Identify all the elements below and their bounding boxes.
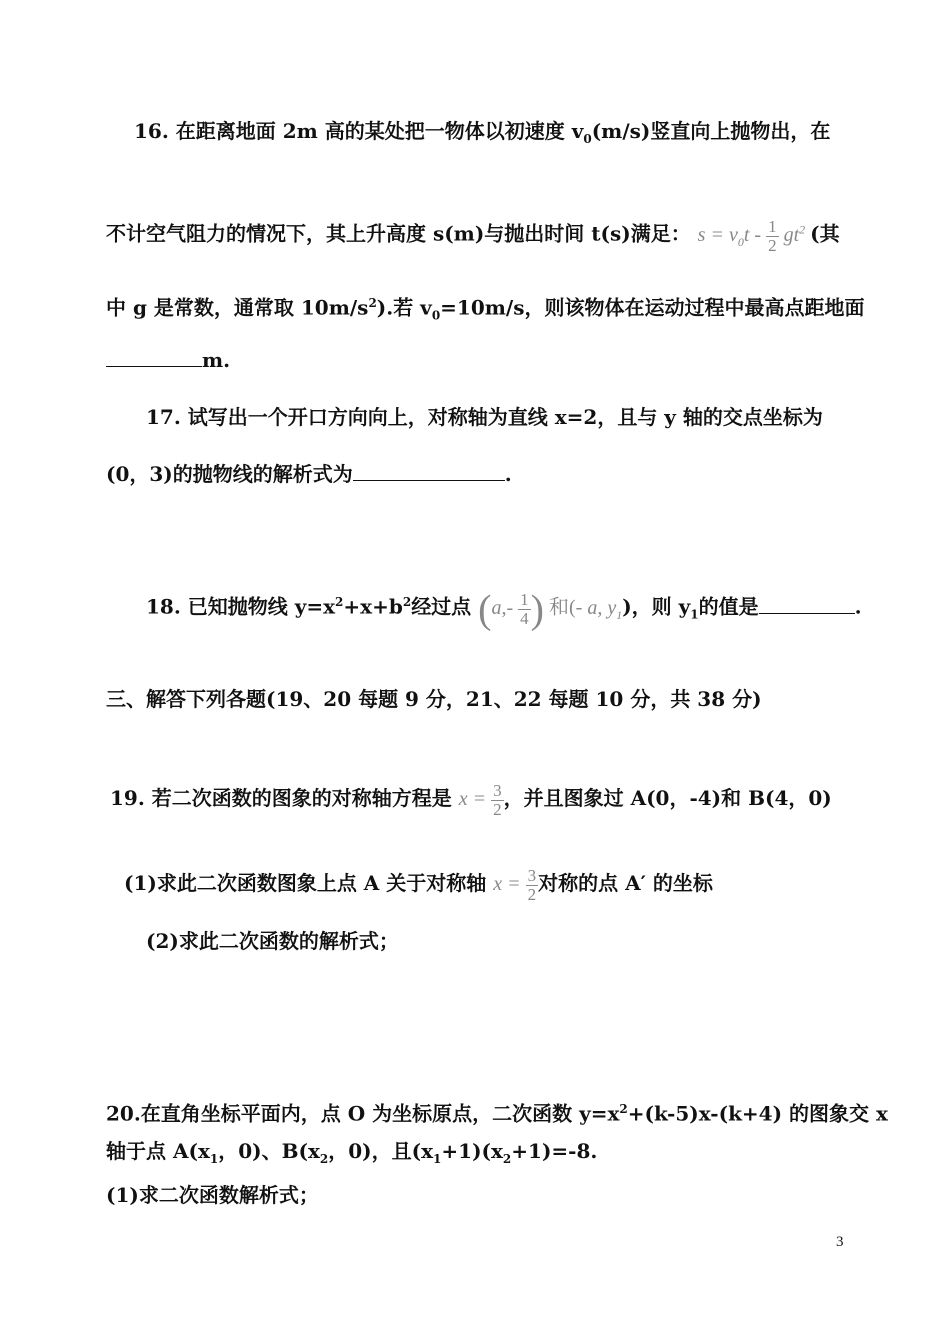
q18-line: 18. 已知抛物线 $y=x^2+x+b^2$经过点 (a,- $\frac{1}{4}$ ) 和(- a, $y_1$)，则 $y_1$的值是 .	[146, 586, 862, 632]
q20-part-1: (1)求二次函数解析式；	[106, 1183, 319, 1207]
q18-point-2: a, $y_1$	[587, 596, 623, 622]
section-3-heading: 三、解答下列各题(19、20 每题 9 分，21、22 每题 10 分，共 38 分)	[106, 687, 762, 711]
q16-line-3: 中 g 是常数，通常取 $10m/s^2$).若 $v_0=10m/s$，则该物体在运动过程中最高点距地面	[106, 295, 865, 323]
q18-fraction: $\frac{1}{4}$	[520, 589, 529, 628]
q16-line-1: 16. 在距离地面 2m 高的某处把一物体以初速度 $v_0(m/s)$竖直向上抛物出，在	[134, 119, 831, 146]
q18-answer-blank[interactable]	[759, 593, 855, 614]
q16-answer-blank[interactable]	[106, 346, 202, 367]
q20-line-1: 20.在直角坐标平面内，点 O 为坐标原点，二次函数 $y=x^2+(k-5)x-(k+4)$ 的图象交 x	[106, 1101, 888, 1126]
q19-axis-formula-2: x = $\frac{3}{2}$	[493, 866, 537, 904]
q19-line: 19. 若二次函数的图象的对称轴方程是 x = $\frac{3}{2}$ ，并且图象过 A(0，-4)和 B(4，0)	[110, 781, 832, 819]
q19-part-1: (1)求此二次函数图象上点 A 关于对称轴 x = $\frac{3}{2}$ 对称的点 A′ 的坐标	[124, 866, 713, 904]
page-number: 3	[836, 1234, 844, 1250]
q16-formula: $s = v_0t$ - $\frac{1}{2}$ $gt^2$	[697, 216, 806, 255]
q20-line-2: 轴于点 $A(x_1$，0)、$B(x_2$，0)，且$(x_1+1)(x_2+1)=-8$.	[106, 1139, 598, 1166]
q16-line-2: 不计空气阻力的情况下，其上升高度 s(m)与抛出时间 t(s)满足： $s = v_0t$ - $\frac{1}{2}$ $gt^2$ (其	[106, 216, 840, 255]
q17-line-2: (0，3)的抛物线的解析式为 .	[106, 462, 512, 486]
q17-answer-blank[interactable]	[353, 460, 505, 481]
q16-line-4: m.	[106, 346, 230, 373]
q19-part-2: (2)求此二次函数的解析式；	[146, 929, 399, 953]
q17-line-1: 17. 试写出一个开口方向向上，对称轴为直线 x=2，且与 y 轴的交点坐标为	[146, 405, 823, 429]
q19-axis-formula: x = $\frac{3}{2}$	[458, 781, 502, 819]
q18-point-1: (a,- $\frac{1}{4}$ )	[478, 586, 544, 632]
q16-fraction: $\frac{1}{2}$	[768, 216, 777, 255]
